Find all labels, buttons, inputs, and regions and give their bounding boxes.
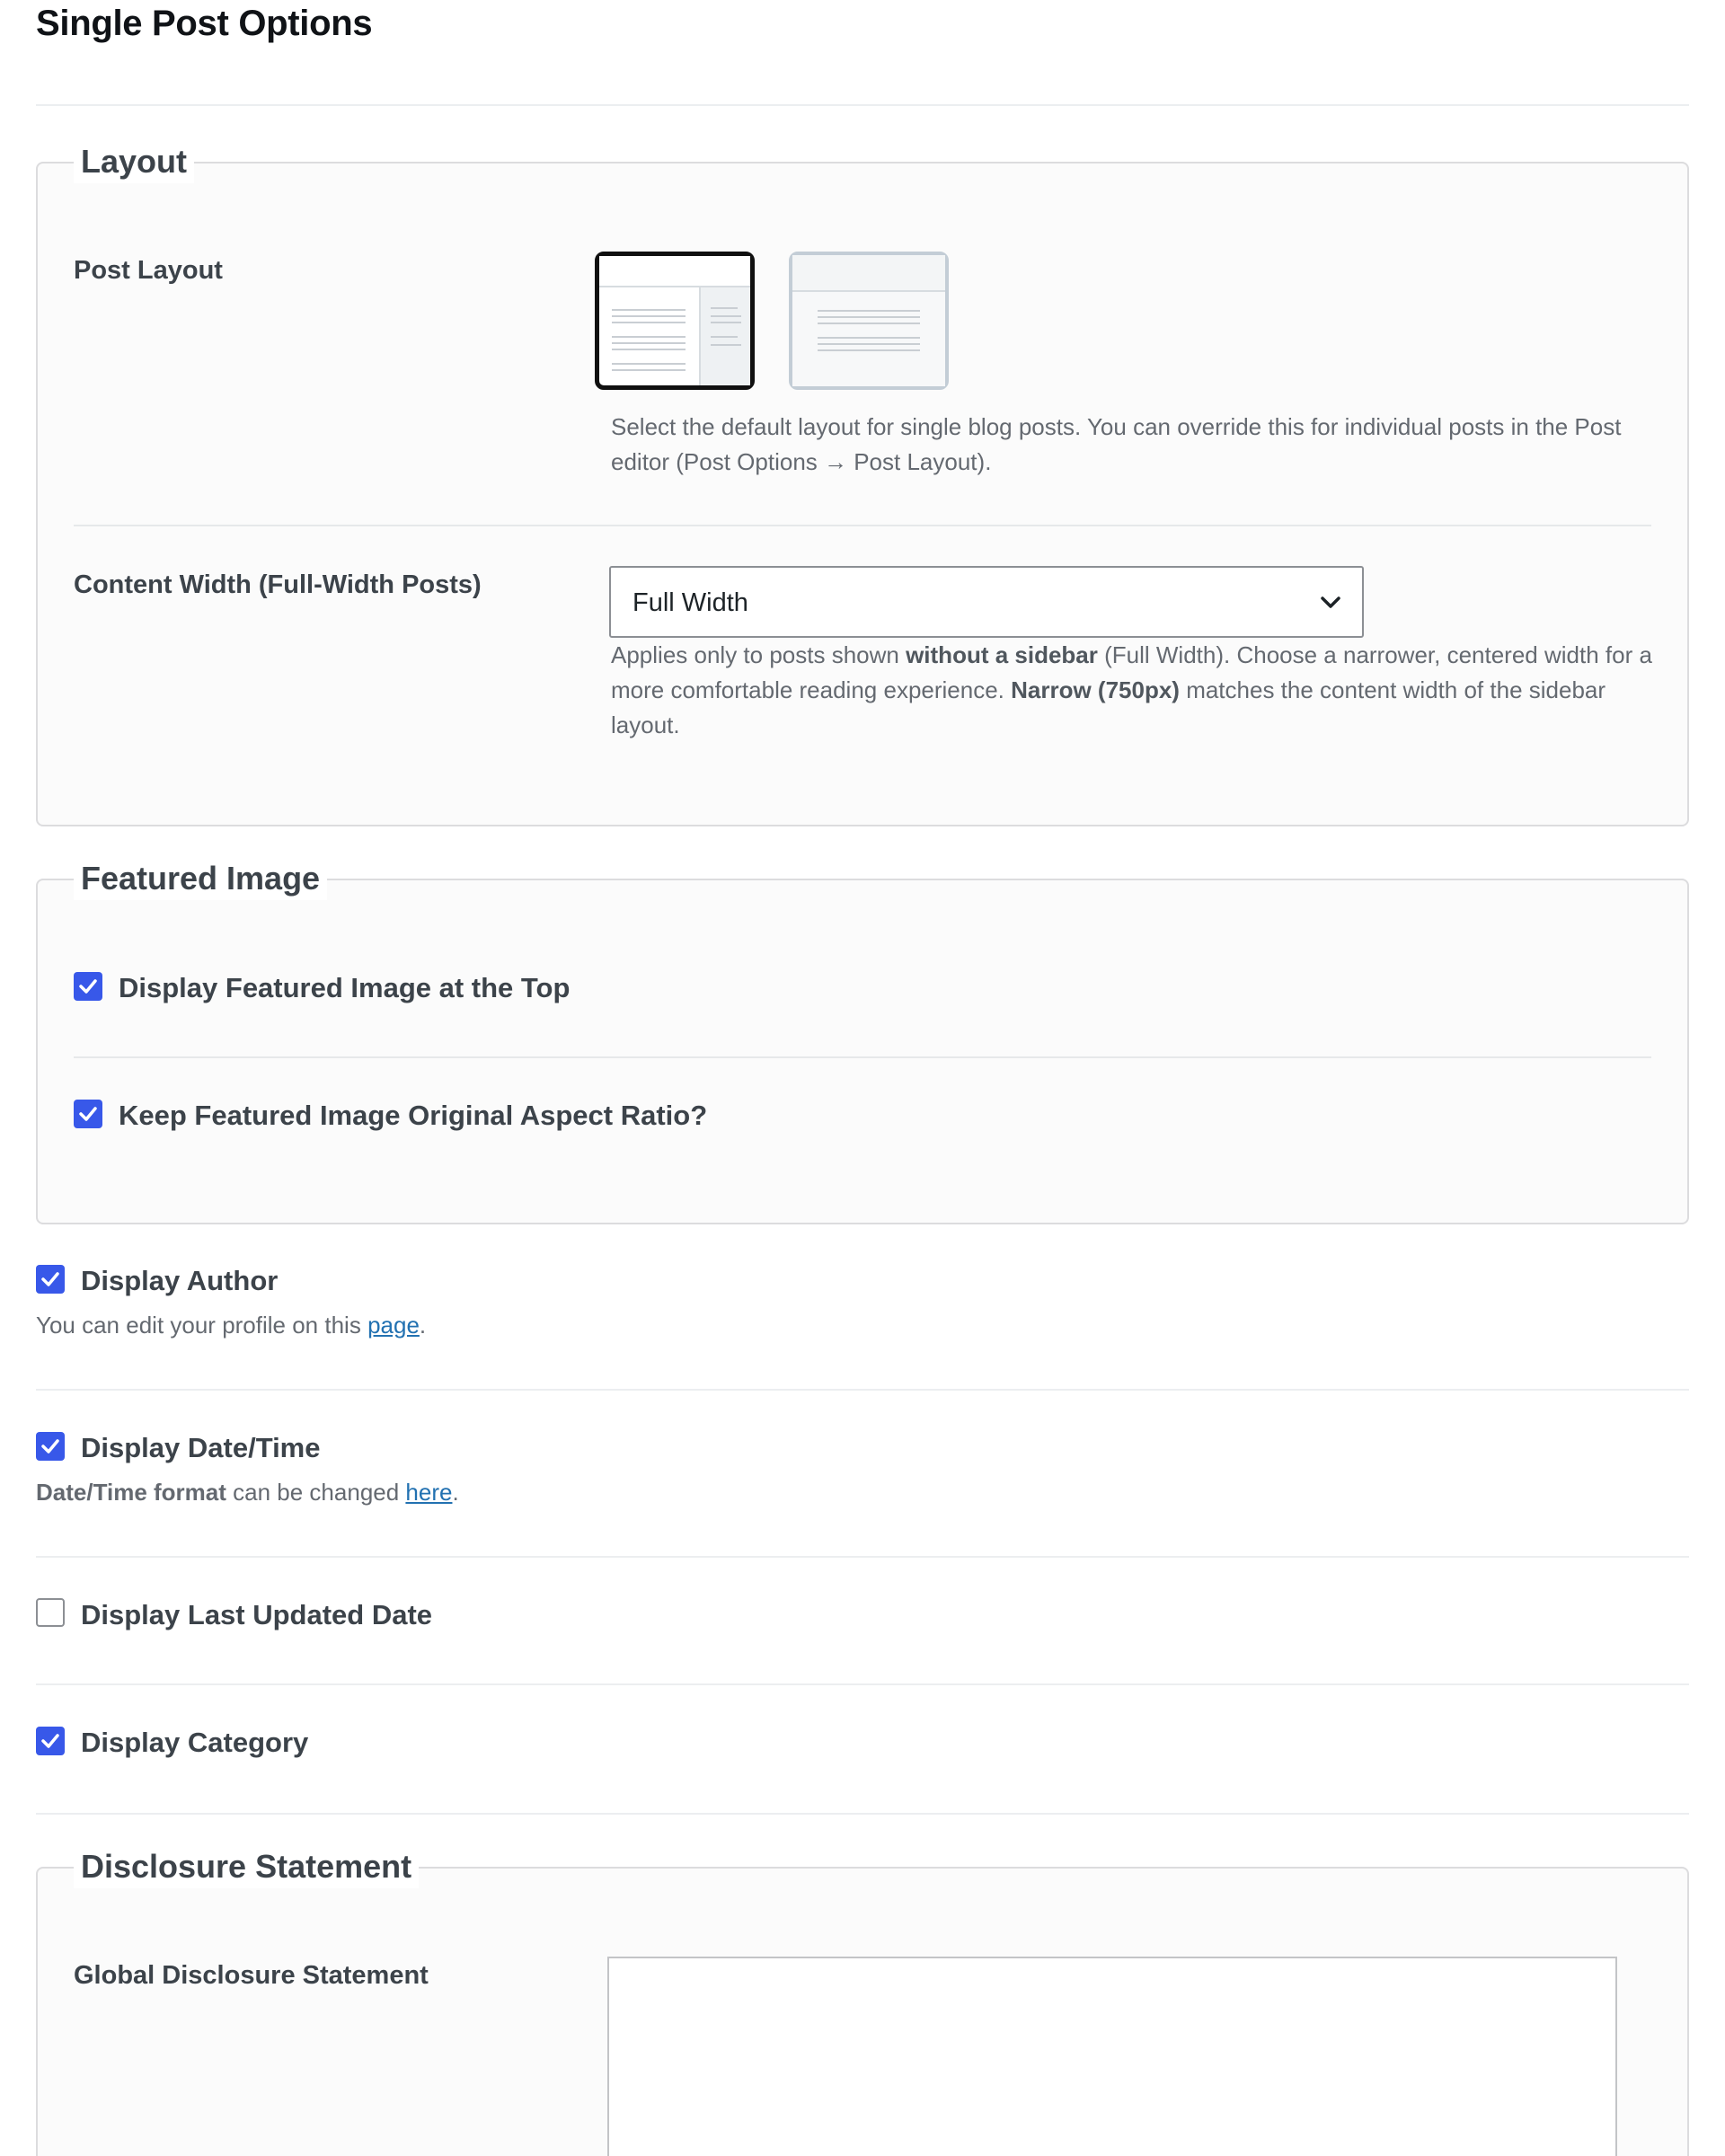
checkmark-icon bbox=[39, 1268, 62, 1291]
divider bbox=[36, 1556, 1689, 1558]
divider bbox=[36, 104, 1689, 106]
divider bbox=[36, 1683, 1689, 1685]
display-featured-image-label: Display Featured Image at the Top bbox=[119, 972, 571, 1003]
global-disclosure-textarea[interactable] bbox=[607, 1957, 1617, 2156]
content-width-select-value: Full Width bbox=[632, 588, 748, 617]
keep-aspect-ratio-label: Keep Featured Image Original Aspect Ratio? bbox=[119, 1100, 708, 1131]
content-width-description: Applies only to posts shown without a sidebar (Full Width). Choose a narrower, centered width for a more comfortable reading experience. Narrow (750px) matches the content width of the sidebar layout. bbox=[611, 641, 1652, 738]
display-datetime-help: Date/Time format can be changed here. bbox=[36, 1479, 459, 1506]
layout-fullwidth-icon bbox=[792, 255, 945, 386]
display-author-help: You can edit your profile on this page. bbox=[36, 1312, 427, 1339]
chevron-down-icon bbox=[1319, 591, 1342, 614]
layout-option-sidebar[interactable] bbox=[595, 252, 755, 390]
section-legend-layout: Layout bbox=[74, 140, 194, 183]
display-datetime-label: Display Date/Time bbox=[81, 1432, 321, 1463]
divider bbox=[74, 525, 1651, 526]
section-legend-featured-image: Featured Image bbox=[74, 857, 327, 900]
page-title: Single Post Options bbox=[36, 4, 373, 43]
layout-sidebar-icon bbox=[599, 256, 750, 385]
global-disclosure-label: Global Disclosure Statement bbox=[74, 1961, 429, 1990]
content-width-label: Content Width (Full-Width Posts) bbox=[74, 570, 482, 599]
display-author-checkbox[interactable] bbox=[36, 1265, 65, 1294]
layout-option-fullwidth[interactable] bbox=[789, 252, 949, 390]
datetime-format-link[interactable]: here bbox=[405, 1479, 453, 1506]
disclosure-section bbox=[36, 1848, 1689, 2156]
post-layout-description: Select the default layout for single blog posts. You can override this for individual posts in the Post editor (Post Options → Post Layout). bbox=[611, 413, 1622, 475]
profile-page-link[interactable]: page bbox=[367, 1312, 420, 1339]
checkmark-icon bbox=[39, 1435, 62, 1458]
post-layout-label: Post Layout bbox=[74, 256, 223, 285]
divider bbox=[36, 1389, 1689, 1391]
display-last-updated-label: Display Last Updated Date bbox=[81, 1599, 433, 1630]
featured-image-section bbox=[36, 860, 1689, 1224]
display-featured-image-checkbox[interactable] bbox=[74, 972, 102, 1001]
section-legend-disclosure: Disclosure Statement bbox=[74, 1845, 419, 1888]
display-last-updated-checkbox[interactable] bbox=[36, 1598, 65, 1627]
content-width-select[interactable] bbox=[609, 566, 1364, 638]
divider bbox=[36, 1813, 1689, 1815]
checkmark-icon bbox=[76, 975, 100, 998]
display-category-label: Display Category bbox=[81, 1727, 309, 1758]
display-author-label: Display Author bbox=[81, 1265, 279, 1296]
keep-aspect-ratio-checkbox[interactable] bbox=[74, 1100, 102, 1128]
layout-section bbox=[36, 143, 1689, 826]
display-category-checkbox[interactable] bbox=[36, 1727, 65, 1755]
divider bbox=[74, 1056, 1651, 1058]
display-datetime-checkbox[interactable] bbox=[36, 1432, 65, 1461]
checkmark-icon bbox=[76, 1102, 100, 1126]
checkmark-icon bbox=[39, 1729, 62, 1753]
